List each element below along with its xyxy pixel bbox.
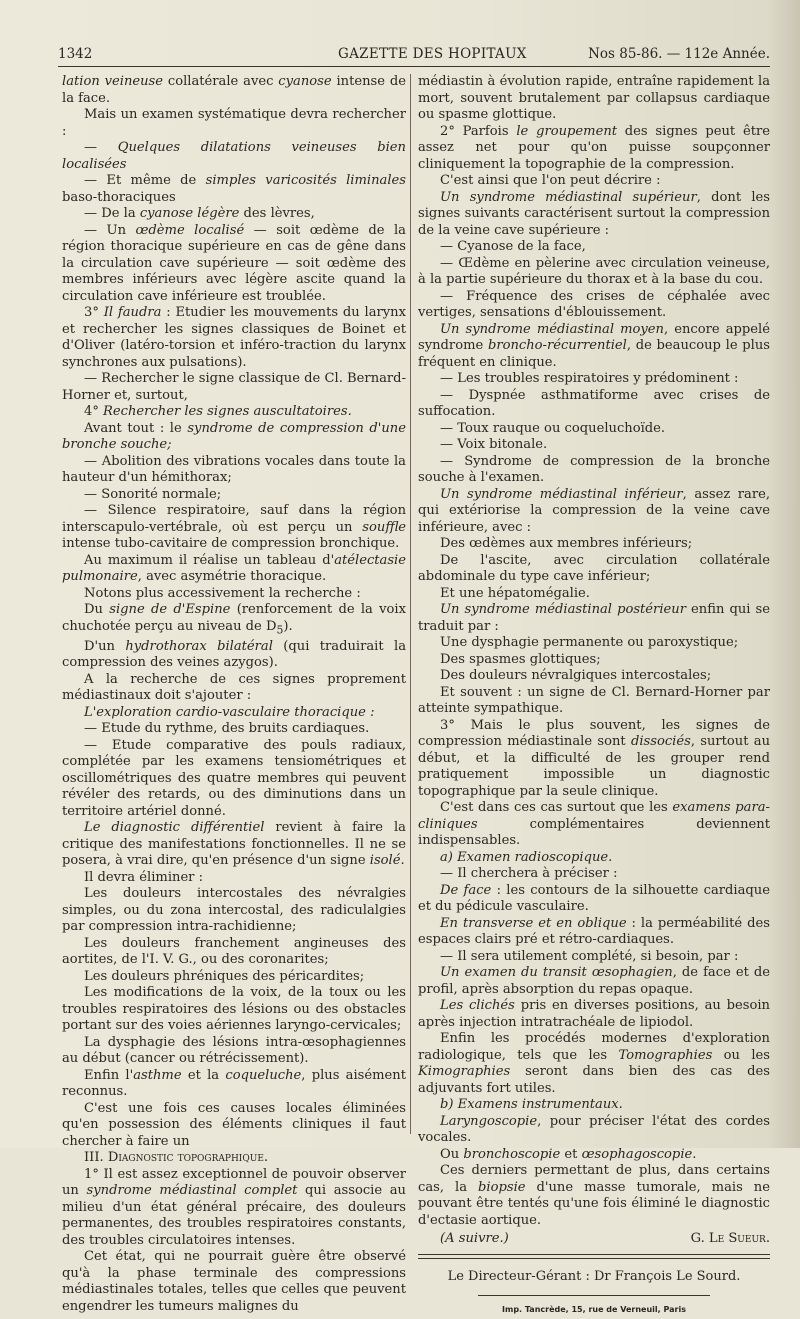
column-divider [410, 74, 411, 1134]
paragraph: — Un œdème localisé — soit œdème de la région thoracique supérieure en cas de gêne dans la circulation cave supérieure — soit œdème des membres inférieurs avec légère ascite quand la circulation cave inférieure est troublée. [62, 222, 406, 304]
paragraph: Et une hépatomégalie. [440, 585, 590, 601]
paragraph: — De la cyanose légère des lèvres, [84, 206, 315, 221]
paragraph: Les clichés pris en diverses positions, au besoin après injection intratrachéale de lipiodol. [418, 998, 770, 1030]
paragraph: De l'ascite, avec circulation collatérale abdominale du type cave inférieur; [418, 552, 770, 584]
paragraph: Du signe de d'Espine (renforcement de la voix chuchotée perçu au niveau de $D_5$). [62, 602, 407, 637]
paragraph: Les douleurs intercostales des névralgies simples, ou du zona intercostal, des radiculalgies par compression intra-rachidienne; [62, 886, 406, 935]
paragraph: b) Examens instrumentaux. [440, 1097, 623, 1112]
paragraph: C'est dans ces cas surtout que les examens para-cliniques complémentaires deviennent indispensables. [418, 800, 770, 848]
paragraph: — Etude comparative des pouls radiaux, complétée par les examens tensiométriques et oscillométriques des quatre membres qui peuvent révéler des retards, ou des diminutions dans un territoire artériel donné. [62, 737, 406, 819]
paragraph: Une dysphagie permanente ou paroxystique; [440, 635, 739, 650]
paragraph: — Abolition des vibrations vocales dans toute la hauteur d'un hémithorax; [62, 453, 406, 485]
paragraph: III. Diagnostic topographique. [84, 1150, 269, 1166]
issue-number: Nos 85-86. — 112e Année. [588, 46, 770, 62]
paragraph: lation veineuse collatérale avec cyanose intense de la face. [62, 74, 406, 106]
paragraph: — Syndrome de compression de la bronche souche à l'examen. [418, 453, 770, 485]
paragraph: — Silence respiratoire, sauf dans la région interscapulo-vertébrale, où est perçu un souffle intense tubo-cavitaire de compression bronchique. [62, 503, 406, 551]
director-line: Le Directeur-Gérant : Dr François Le Sourd. [447, 1268, 741, 1284]
paragraph: Cet état, qui ne pourrait guère être observé qu'à la phase terminale des compressions médiastinales totales, telles que celles que peuvent engendrer les tumeurs malignes du [62, 1249, 406, 1314]
paragraph: 4° Rechercher les signes auscultatoires. [84, 404, 352, 419]
imprint-rule [478, 1295, 710, 1296]
paragraph: Enfin les procédés modernes d'exploration radiologique, tels que les Tomographies ou les Kimographies seront dans bien des cas des adjuvants fort utiles. [418, 1031, 771, 1096]
paragraph: — Œdème en pèlerine avec circulation veineuse, à la partie supérieure du thorax et à la base du cou. [418, 255, 770, 287]
author-signature: G. Le Sueur. [690, 1231, 770, 1246]
paragraph: Ces derniers permettant de plus, dans certains cas, la biopsie d'une masse tumorale, mais ne pouvant être tentés qu'une fois éliminé le diagnostic d'ectasie aortique. [418, 1163, 770, 1228]
paragraph: 3° Mais le plus souvent, les signes de compression médiastinale sont dissociés, surtout au début, et la difficulté de les grouper rend pratiquement impossible un diagnostic topographique par la seule clinique. [418, 717, 770, 799]
header-rule [58, 66, 770, 67]
paragraph: 1° Il est assez exceptionnel de pouvoir observer un syndrome médiastinal complet qui associe au milieu d'un état général précaire, des douleurs permanentes, des troubles respiratoires constants, des troubles circulatoires intenses. [62, 1166, 406, 1248]
paragraph: Les modifications de la voix, de la toux ou les troubles respiratoires des lésions ou des obstacles portant sur des voies aériennes laryngo-cervicales; [62, 985, 406, 1034]
paragraph: — Dyspnée asthmatiforme avec crises de suffocation. [418, 387, 770, 419]
paragraph: Laryngoscopie, pour préciser l'état des cordes vocales. [418, 1113, 770, 1145]
paragraph: Un syndrome médiastinal supérieur, dont les signes suivants caractérisent surtout la compression de la veine cave supérieure : [418, 189, 770, 238]
paragraph: Mais un examen systématique devra rechercher : [62, 107, 406, 139]
paragraph: Un syndrome médiastinal postérieur enfin qui se traduit par : [418, 602, 770, 634]
paragraph: Ou bronchoscopie et œsophagoscopie. [440, 1146, 697, 1162]
paragraph: — Rechercher le signe classique de Cl. Bernard-Horner et, surtout, [62, 371, 406, 403]
paragraph: A la recherche de ces signes proprement médiastinaux doit s'ajouter : [62, 671, 406, 704]
right-column-text [418, 74, 770, 1229]
paragraph: Des spasmes glottiques; [440, 651, 601, 667]
paragraph: — Les troubles respiratoires y prédominent : [440, 371, 739, 386]
paragraph: — Et même de simples varicosités liminales baso-thoraciques [62, 173, 406, 205]
paragraph: Un examen du transit œsophagien, de face et de profil, après absorption du repas opaque. [418, 965, 770, 997]
paragraph: a) Examen radioscopique. [440, 849, 613, 865]
paragraph: — Sonorité normale; [84, 486, 222, 502]
paragraph: 2° Parfois le groupement des signes peut être assez net pour qu'on puisse soupçonner cliniquement la topographie de la compression. [418, 123, 770, 172]
paragraph: — Il sera utilement complété, si besoin, par : [440, 948, 739, 964]
footer-rule-top [418, 1254, 770, 1255]
paragraph: — Voix bitonale. [440, 437, 548, 452]
right-column [418, 74, 770, 1319]
left-column [62, 74, 406, 1315]
paragraph: 3° Il faudra : Etudier les mouvements du larynx et rechercher les signes classiques de Boinet et d'Oliver (latéro-torsion et inféro-traction du larynx synchrones aux pulsations). [62, 305, 406, 370]
paragraph: Il devra éliminer : [84, 869, 204, 885]
paragraph: C'est une fois ces causes locales éliminées qu'en possession des éléments cliniques il faut chercher à faire un [62, 1100, 406, 1149]
paragraph: Un syndrome médiastinal moyen, encore appelé syndrome broncho-récurrentiel, de beaucoup le plus fréquent en clinique. [418, 321, 770, 370]
paragraph: — Cyanose de la face, [440, 239, 586, 254]
paragraph: C'est ainsi que l'on peut décrire : [440, 173, 661, 188]
paragraph: Et souvent : un signe de Cl. Bernard-Horner par atteinte sympathique. [418, 684, 770, 716]
signoff [418, 1231, 770, 1248]
paragraph: — Etude du rythme, des bruits cardiaques. [84, 721, 370, 737]
paragraph: — Quelques dilatations veineuses bien localisées [62, 140, 406, 172]
paragraph: De face : les contours de la silhouette cardiaque et du pédicule vasculaire. [418, 882, 770, 914]
paragraph: — Toux rauque ou coqueluchoïde. [440, 420, 666, 436]
paragraph: Au maximum il réalise un tableau d'atélectasie pulmonaire, avec asymétrie thoracique. [62, 552, 406, 584]
paragraph: — Il cherchera à préciser : [440, 866, 618, 881]
paragraph: La dysphagie des lésions intra-œsophagiennes au début (cancer ou rétrécissement). [62, 1034, 406, 1067]
paragraph: L'exploration cardio-vasculaire thoracique : [84, 704, 375, 720]
page-number: 1342 [58, 46, 93, 62]
paragraph: Un syndrome médiastinal inférieur, assez rare, qui extériorise la compression de la veine cave inférieure, avec : [418, 486, 770, 535]
paragraph: médiastin à évolution rapide, entraîne rapidement la mort, souvent brutalement par collapsus cardiaque ou spasme glottique. [418, 74, 770, 122]
paragraph: En transverse et en oblique : la perméabilité des espaces clairs pré et rétro-cardiaques. [418, 915, 770, 947]
paragraph: Notons plus accessivement la recherche : [84, 585, 361, 601]
to-be-continued: (A suivre.) [440, 1231, 509, 1246]
page-header [58, 44, 770, 66]
paragraph: Enfin l'asthme et la coqueluche, plus aisément reconnus. [62, 1067, 406, 1100]
paragraph: Les douleurs franchement angineuses des aortites, de l'I. V. G., ou des coronarites; [62, 935, 406, 968]
paragraph: Les douleurs phréniques des péricardites; [84, 968, 365, 984]
paragraph: — Fréquence des crises de céphalée avec vertiges, sensations d'éblouissement. [418, 288, 770, 320]
journal-title: GAZETTE DES HOPITAUX [338, 46, 527, 62]
paragraph: Des douleurs névralgiques intercostales; [440, 668, 712, 683]
paragraph: Des œdèmes aux membres inférieurs; [440, 536, 693, 551]
footer-rule-bottom [418, 1258, 770, 1259]
printer-imprint: Imp. Tancrède, 15, rue de Verneuil, Paris [502, 1305, 686, 1314]
paragraph: Le diagnostic différentiel revient à faire la critique des manifestations fonctionnelles. Il ne se posera, à vrai dire, qu'en présence d'un signe isolé. [62, 820, 406, 869]
paragraph: D'un hydrothorax bilatéral (qui traduirait la compression des veines azygos). [62, 638, 407, 671]
paragraph: Avant tout : le syndrome de compression d'une bronche souche; [62, 420, 406, 452]
